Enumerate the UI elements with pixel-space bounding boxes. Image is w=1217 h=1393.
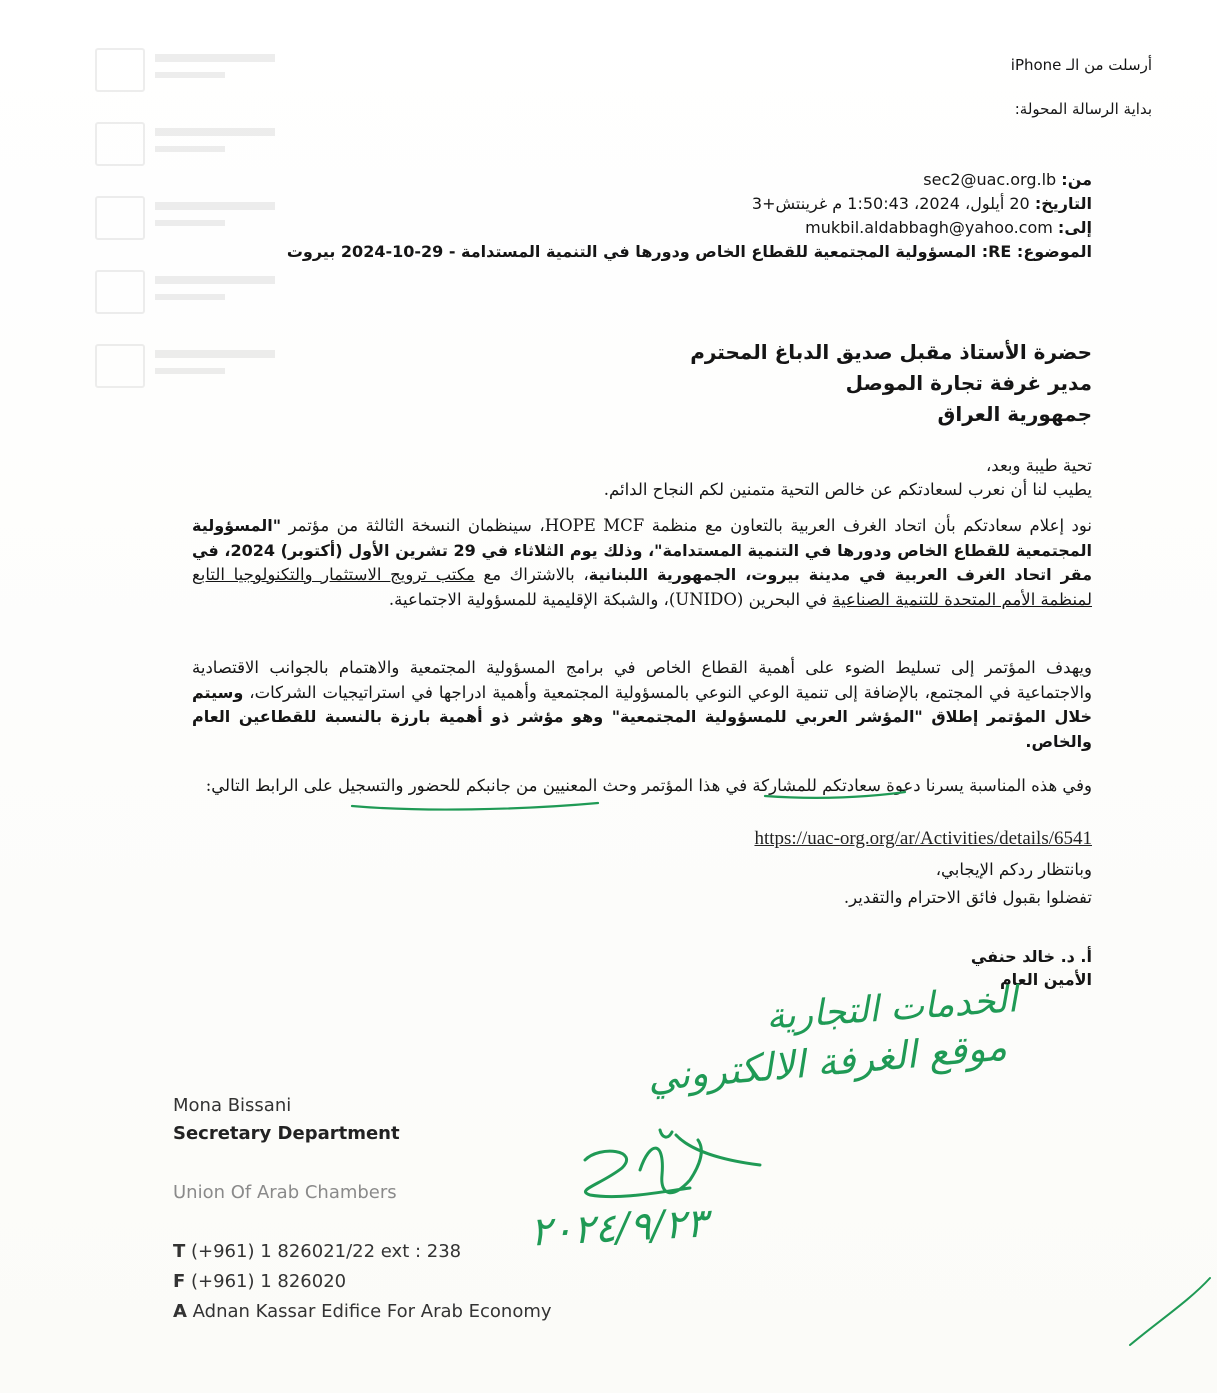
to-value: mukbil.aldabbagh@yahoo.com (805, 218, 1053, 237)
para4-end: والتسجيل على الرابط التالي: (205, 776, 409, 795)
handwritten-note-line1: الخدمات التجارية (764, 979, 1019, 1038)
sender-telephone (173, 1240, 461, 1264)
sent-from-iphone: أرسلت من الـ iPhone (1010, 56, 1152, 74)
from-value: sec2@uac.org.lb (923, 170, 1057, 189)
para4-invitation: دعوة سعادتكم للمشاركة (752, 776, 921, 795)
para2-conference-details: "المسؤولية المجتمعية للقطاع الخاص ودورها في التنمية المستدامة"، وذلك يوم الثلاثاء في 29 تشرين الأول (أكتوبر) 2024، في مقر اتحاد الغرف العربية في مدينة بيروت، الجمهورية اللبنانية (192, 516, 1092, 584)
para2-end: في البحرين (UNIDO)، والشبكة الإقليمية للمسؤولية الاجتماعية. (388, 589, 833, 609)
to-label: إلى: (1057, 218, 1092, 237)
para2-partnership: ، بالاشتراك مع (474, 565, 589, 584)
para2-unido-office: مكتب ترويج الاستثمار والتكنولوجيا التابع لمنظمة الأمم المتحدة للتنمية الصناعية (192, 565, 1092, 609)
from-label: من: (1061, 170, 1092, 189)
handwritten-note-line2: موقع الغرفة الالكتروني (645, 1024, 1009, 1100)
underline-attendance (352, 803, 598, 810)
conference-goals-paragraph (192, 656, 1092, 754)
sender-department: Secretary Department (173, 1123, 400, 1144)
telephone-key: T (173, 1241, 186, 1262)
sender-name: Mona Bissani (173, 1095, 292, 1116)
addressee-name: حضرة الأستاذ مقبل صديق الدباغ المحترم (690, 340, 1092, 364)
sender-address (173, 1300, 552, 1324)
para2-intro: نود إعلام سعادتكم بأن اتحاد الغرف العربية بالتعاون مع منظمة HOPE MCF، سينظمان النسخة الثالثة من مؤتمر (281, 516, 1093, 535)
addressee-position: مدير غرفة تجارة الموصل (845, 371, 1092, 395)
para3-goals: ويهدف المؤتمر إلى تسليط الضوء على أهمية القطاع الخاص في برامج المسؤولية المجتمعية والاهتمام بالجوانب الاقتصادية والاجتماعية في المجتمع، بالإضافة إلى تنمية الوعي النوعي بالمسؤولية المجتمعية وأهمية ادراجها في استراتيجيات الشركات، (192, 658, 1092, 702)
greeting: تحية طيبة وبعد، (985, 456, 1092, 475)
para3-index-launch: وسيتم خلال المؤتمر إطلاق "المؤشر العربي للمسؤولية المجتمعية" وهو مؤشر ذو أهمية بارزة بالنسبة للقطاعين العام والخاص. (192, 682, 1092, 751)
forwarded-message-start: بداية الرسالة المحولة: (1014, 100, 1152, 118)
subject-value: RE: المسؤولية المجتمعية للقطاع الخاص ودورها في التنمية المستدامة - 29-10-2024 بيروت (286, 242, 1012, 261)
addressee-country: جمهورية العراق (937, 402, 1092, 426)
invitation-paragraph (192, 774, 1092, 799)
handwritten-signature (585, 1130, 760, 1197)
registration-link[interactable]: https://uac-org.org/ar/Activities/details/6541 (754, 828, 1092, 849)
fax-value: (+961) 1 826020 (185, 1271, 347, 1292)
address-key: A (173, 1301, 187, 1322)
closing-line-1: وبانتظار ردكم الإيجابي، (935, 860, 1092, 879)
subject-label: الموضوع: (1016, 242, 1092, 261)
email-to (805, 216, 1092, 239)
handwritten-date: ٢٠٢٤/٩/٢٣ (528, 1200, 709, 1256)
email-from (923, 168, 1092, 191)
signatory-title: الأمين العام (999, 970, 1092, 989)
fax-key: F (173, 1271, 186, 1292)
date-label: التاريخ: (1034, 194, 1092, 213)
sender-fax (173, 1270, 346, 1294)
closing-line-2: تفضلوا بقبول فائق الاحترام والتقدير. (843, 888, 1092, 907)
opening-paragraph: يطيب لنا أن نعرب لسعادتكم عن خالص التحية متمنين لكم النجاح الدائم. (603, 480, 1092, 499)
bleed-through-attachments (95, 40, 325, 390)
date-value: 20 أيلول، 2024، 1:50:43 م غرينتش+3 (751, 194, 1030, 213)
para4-middle: في هذا المؤتمر وحث المعنيين (537, 776, 753, 795)
margin-stroke (1130, 1278, 1210, 1345)
sender-organization: Union Of Arab Chambers (173, 1182, 397, 1203)
email-date (752, 192, 1092, 215)
para4-attendance: من جانبكم للحضور (408, 776, 538, 795)
conference-announcement-paragraph (192, 514, 1092, 612)
email-subject (287, 240, 1092, 263)
signatory-name: أ. د. خالد حنفي (970, 947, 1092, 966)
address-value: Adnan Kassar Edifice For Arab Economy (186, 1301, 552, 1322)
telephone-value: (+961) 1 826021/22 ext : 238 (185, 1241, 462, 1262)
para4-start: وفي هذه المناسبة يسرنا (920, 776, 1092, 795)
